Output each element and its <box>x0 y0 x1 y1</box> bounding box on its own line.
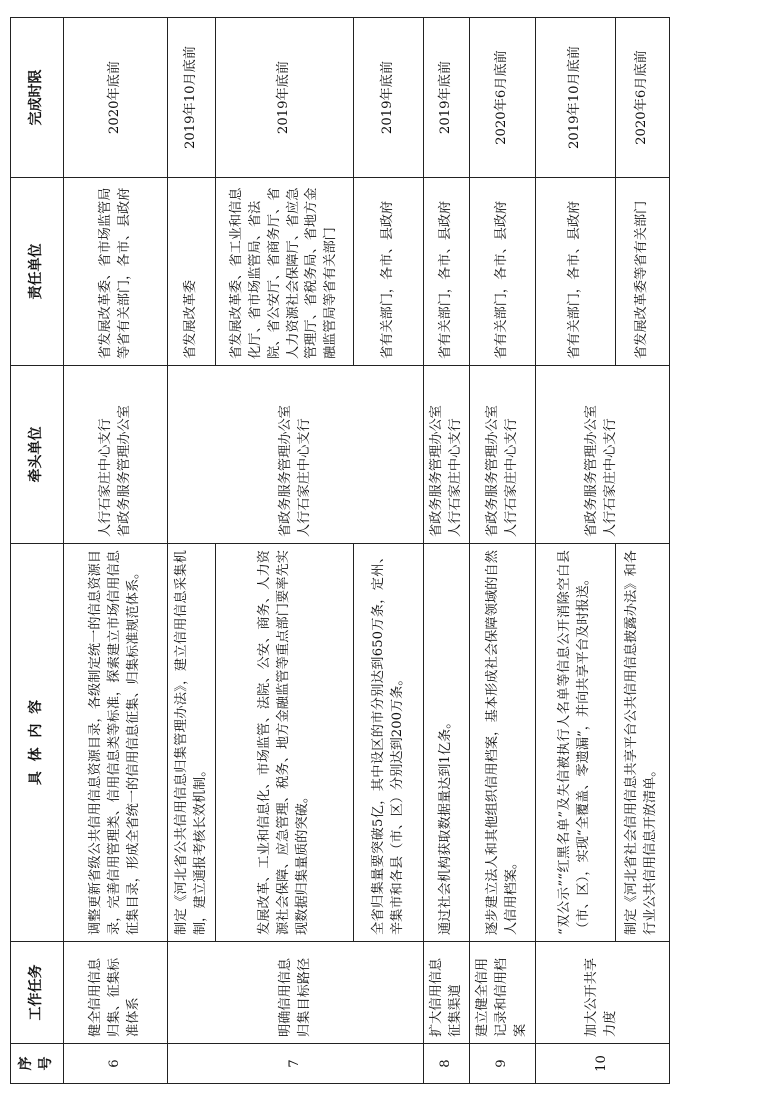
cell-content: 逐步建立法人和其他组织信用档案，基本形成社会保障领域的自然人信用档案。 <box>470 544 535 942</box>
cell-responsible-unit: 省发展改革委 <box>168 178 216 366</box>
cell-responsible-unit: 省发展改革委等省有关部门 <box>615 178 669 366</box>
cell-seq: 6 <box>64 1044 168 1084</box>
cell-task: 扩大信用信息征集渠道 <box>424 942 470 1044</box>
cell-content: 调整更新省级公共信用信息资源目录，各级制定统一的信息资源目录，完善信用管理类、信用信息类等标准，探索建立市场信用信息征集目录，形成全省统一的信用信息征集、归集标准规范体系。 <box>64 544 168 942</box>
header-responsible: 责任单位 <box>11 178 64 366</box>
header-seq: 序号 <box>11 1044 64 1084</box>
cell-task: 明确信用信息归集目标路径 <box>168 942 424 1044</box>
cell-responsible-unit: 省有关部门，各市、县政府 <box>535 178 615 366</box>
cell-task: 加大公开共享力度 <box>535 942 669 1044</box>
cell-deadline: 2020年底前 <box>64 18 168 178</box>
cell-seq: 10 <box>535 1044 669 1084</box>
task-table <box>10 17 670 1084</box>
cell-lead-unit: 省政务服务管理办公室 人行石家庄中心支行 <box>535 366 669 544</box>
cell-task: 健全信用信息归集、征集标准体系 <box>64 942 168 1044</box>
cell-seq: 9 <box>470 1044 535 1084</box>
header-deadline: 完成时限 <box>11 18 64 178</box>
table-row <box>216 18 354 1084</box>
header-task: 工作任务 <box>11 942 64 1044</box>
cell-content: 发展改革、工业和信息化、市场监管、法院、公安、商务、人力资源社会保障、应急管理、税务、地方金融监管等重点部门要率先实现数据归集量质的突破。 <box>216 544 354 942</box>
cell-lead-unit: 人行石家庄中心支行 省政务服务管理办公室 <box>64 366 168 544</box>
header-lead: 牵头单位 <box>11 366 64 544</box>
cell-deadline: 2019年10月底前 <box>168 18 216 178</box>
cell-lead-unit: 省政务服务管理办公室 人行石家庄中心支行 <box>168 366 424 544</box>
cell-deadline: 2020年6月底前 <box>615 18 669 178</box>
cell-responsible-unit: 省有关部门，各市、县政府 <box>354 178 424 366</box>
cell-deadline: 2019年底前 <box>424 18 470 178</box>
cell-deadline: 2019年底前 <box>216 18 354 178</box>
cell-lead-unit: 省政务服务管理办公室 人行石家庄中心支行 <box>424 366 470 544</box>
cell-content: 全省归集量要突破5亿，其中设区的市分别达到650万条，定州、辛集市和各县（市、区）分别达到200万条。 <box>354 544 424 942</box>
header-row <box>11 18 64 1084</box>
cell-content: 通过社会机构获取数据量达到1亿条。 <box>424 544 470 942</box>
table-row <box>615 18 669 1084</box>
cell-deadline: 2019年底前 <box>354 18 424 178</box>
cell-content: “双公示”“红黑名单”及失信被执行人名单等信息公开消除空白县（市、区），实现“全覆盖、零遗漏”，并向共享平台及时报送。 <box>535 544 615 942</box>
cell-deadline: 2020年6月底前 <box>470 18 535 178</box>
cell-responsible-unit: 省有关部门，各市、县政府 <box>424 178 470 366</box>
table-row <box>424 18 470 1084</box>
cell-task: 建立健全信用记录和信用档案 <box>470 942 535 1044</box>
cell-content: 制定《河北省社会信用信息共享平台公共信用信息披露办法》和各行业公共信用信息开放清单。 <box>615 544 669 942</box>
table-row <box>64 18 168 1084</box>
header-content: 具 体 内 容 <box>11 544 64 942</box>
cell-deadline: 2019年10月底前 <box>535 18 615 178</box>
cell-responsible-unit: 省有关部门，各市、县政府 <box>470 178 535 366</box>
cell-responsible-unit: 省发展改革委、省工业和信息化厅、省市场监管局、省法院、省公安厅、省商务厅、省人力资源社会保障厅、省应急管理厅、省税务局、省地方金融监管局等省有关部门 <box>216 178 354 366</box>
cell-seq: 7 <box>168 1044 424 1084</box>
table-row <box>535 18 615 1084</box>
cell-seq: 8 <box>424 1044 470 1084</box>
cell-lead-unit: 省政务服务管理办公室 人行石家庄中心支行 <box>470 366 535 544</box>
table-row <box>354 18 424 1084</box>
cell-content: 制定《河北省公共信用信息归集管理办法》，建立信用信息采集机制，建立通报考核长效机制。 <box>168 544 216 942</box>
table-row <box>168 18 216 1084</box>
table-row <box>470 18 535 1084</box>
table-body <box>64 18 670 1084</box>
cell-responsible-unit: 省发展改革委、省市场监管局等省有关部门，各市、县政府 <box>64 178 168 366</box>
